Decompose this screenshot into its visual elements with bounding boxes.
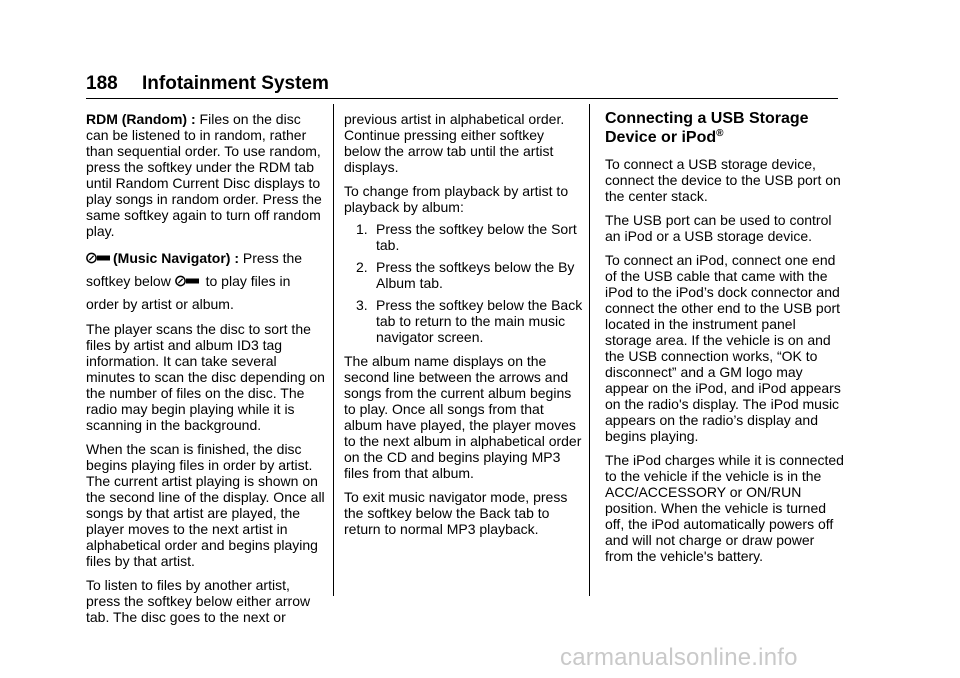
music-navigator-icon [175, 271, 200, 293]
section-title: Infotainment System [142, 73, 329, 94]
list-item: 1. Press the softkey below the Sort tab. [356, 221, 577, 253]
music-navigator-term: (Music Navigator) : [113, 250, 240, 266]
usb-port-paragraph: The USB port can be used to control an iPod or a USB storage device. [605, 212, 832, 244]
rdm-paragraph [86, 111, 326, 239]
album-name-paragraph: The album name displays on the second line between the arrows and songs from the current album begins to play. Once all songs from that album have played, the player moves to the next album in alphabetical order on the CD and begins playing MP3 files from that album. [344, 353, 582, 481]
column-2 [344, 111, 584, 545]
continue-paragraph: previous artist in alphabetical order. Continue pressing either softkey below the arrow tab until the artist displays. [344, 111, 565, 175]
music-navigator-icon [86, 248, 111, 270]
steps-list [344, 221, 584, 345]
list-item: 3. Press the softkey below the Back tab to return to the main music navigator screen. [356, 297, 583, 345]
watermark: carmanualsonline.info [560, 644, 798, 671]
connect-usb-paragraph: To connect a USB storage device, connect the device to the USB port on the center stack. [605, 156, 841, 204]
exit-navigator-paragraph: To exit music navigator mode, press the softkey below the Back tab to return to normal MP3 playback. [344, 489, 568, 537]
scan-paragraph: The player scans the disc to sort the files by artist and album ID3 tag information. It can take several minutes to scan the disc depending on the number of files on the disc. The radio may begin playing while it is scanning in the background. [86, 321, 325, 433]
change-playback-paragraph: To change from playback by artist to playback by album: [344, 183, 569, 215]
scan-finished-paragraph: When the scan is finished, the disc begins playing files in order by artist. The current artist playing is shown on the second line of the display. Once all songs by that artist are played, the player moves to the next artist in alphabetical order and begins playing files by that artist. [86, 441, 325, 569]
page-number: 188 [86, 73, 118, 94]
column-1 [86, 111, 326, 633]
column-divider-1 [333, 104, 334, 596]
header-rule [86, 98, 838, 99]
registered-mark: ® [716, 128, 724, 139]
column-3 [605, 109, 845, 572]
music-navigator-text-2: to play files in order by artist or album. [86, 273, 291, 312]
rdm-term: RDM (Random) : [86, 111, 196, 127]
rdm-text: Files on the disc can be listened to in random, rather than sequential order. To use random, press the softkey under the RDM tab until Random Current Disc displays to play songs in random order. Press the same softkey again to turn off random play. [86, 111, 322, 239]
section-heading: Connecting a USB Storage Device or iPod® [605, 110, 809, 146]
list-item: 2. Press the softkeys below the By Album tab. [356, 259, 575, 291]
page-header [86, 64, 838, 100]
listen-other-artist-paragraph: To listen to files by another artist, press the softkey below either arrow tab. The disc goes to the next or [86, 577, 311, 625]
ipod-charge-paragraph: The iPod charges while it is connected to the vehicle if the vehicle is in the ACC/ACCESSORY or ON/RUN position. When the vehicle is turned off, the iPod automatically powers off and will not charge or draw power from the vehicle's battery. [605, 452, 844, 564]
connect-ipod-paragraph: To connect an iPod, connect one end of the USB cable that came with the iPod to the iPod’s dock connector and connect the other end to the USB port located in the instrument panel storage area. If the vehicle is on and the USB connection works, “OK to disconnect” and a GM logo may appear on the iPod, and iPod appears on the radio's display. The iPod music appears on the radio’s display and begins playing. [605, 252, 841, 444]
column-divider-2 [589, 104, 590, 596]
music-navigator-text-1: Press the softkey below [86, 250, 303, 289]
music-navigator-paragraph [86, 247, 326, 315]
